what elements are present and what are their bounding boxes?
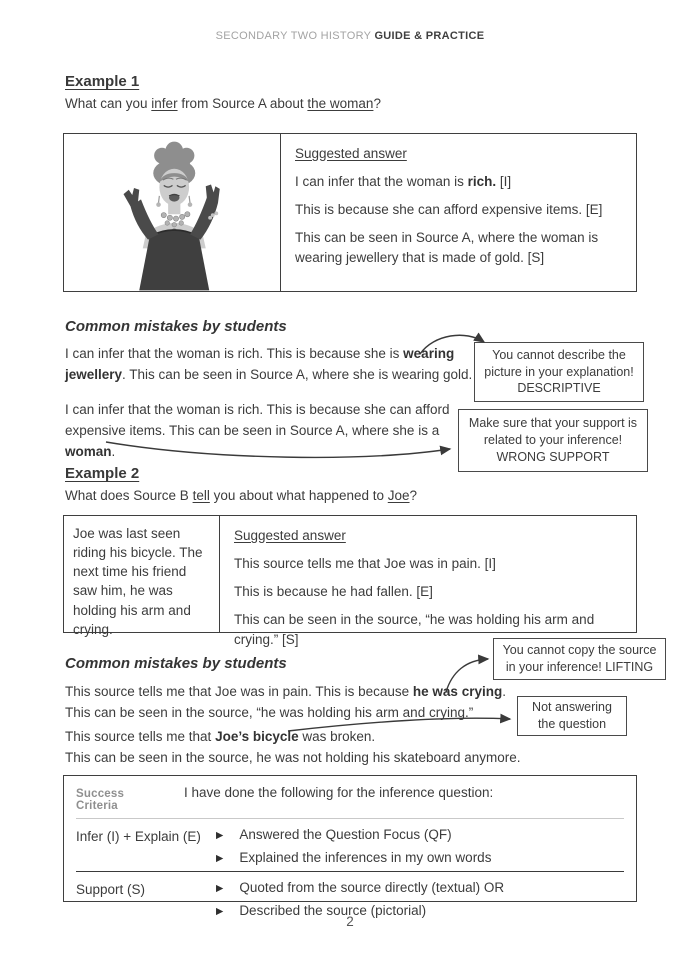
success-criteria-header: Success Criteria I have done the following for the inference question: <box>76 785 624 819</box>
page-number: 2 <box>346 914 354 929</box>
criteria-item: ▶ Explained the inferences in my own words <box>216 850 492 865</box>
triangle-bullet-icon: ▶ <box>216 883 224 894</box>
table-row-infer-explain: Infer (I) + Explain (E) ▶ Answered the Question Focus (QF) ▶ Explained the inferences in my own words <box>76 819 624 871</box>
criteria-item: ▶ Quoted from the source directly (textual) OR <box>216 880 505 895</box>
answer-support: This can be seen in Source A, where the woman is wearing jewellery that is made of gold. [S] <box>295 230 599 265</box>
callout-wrong-support: Make sure that your support is related to your inference! WRONG SUPPORT <box>458 409 648 472</box>
example1-heading: Example 1 <box>65 73 140 90</box>
callout-not-answering: Not answering the question <box>517 696 627 736</box>
example2-question: What does Source B tell you about what happened to Joe? <box>65 488 418 503</box>
answer-support: This can be seen in the source, “he was holding his arm and crying.” [S] <box>234 612 595 647</box>
triangle-bullet-icon: ▶ <box>216 853 224 864</box>
arrow-to-descriptive <box>414 326 492 358</box>
success-criteria-table <box>63 775 637 918</box>
example2-answer-cell <box>219 516 636 647</box>
mistake-descriptive-text: I can infer that the woman is rich. This is because she is wearing jewellery. This can be seen in Source A, where she is wearing gold. <box>65 346 473 382</box>
arrow-to-wrong-support <box>104 438 456 464</box>
answer-inference: This source tells me that Joe was in pain. [I] <box>234 556 496 572</box>
callout-descriptive-tag: DESCRIPTIVE <box>517 381 601 396</box>
header-series-title: SECONDARY TWO HISTORY <box>215 30 375 42</box>
callout-lifting: You cannot copy the source in your inference! LIFTING <box>493 638 666 680</box>
mistake-wrong-support-text: I can infer that the woman is rich. This is because she can afford expensive items. This can be seen in Source A, where she is a woman. <box>65 402 450 459</box>
answer-inference: I can infer that the woman is rich. [I] <box>295 174 512 190</box>
suggested-answer-label: Suggested answer <box>234 528 346 543</box>
suggested-answer-label: Suggested answer <box>295 146 407 161</box>
example1-question: What can you infer from Source A about the woman? <box>65 96 381 111</box>
source-b-text: Joe was last seen riding his bicycle. The next time his friend saw him, he was holding his arm and crying. <box>73 526 203 637</box>
example2-source-box <box>63 515 637 647</box>
woman-source-image <box>85 141 260 291</box>
source-a-image-cell <box>64 134 280 291</box>
example1-answer-cell <box>280 134 636 291</box>
example2-heading: Example 2 <box>65 465 140 482</box>
arrow-to-lifting <box>442 650 494 696</box>
criteria-item: ▶ Described the source (pictorial) <box>216 903 427 918</box>
mistake-lifting-text: This source tells me that Joe was in pain. This is because he was crying. This can be seen in the source, “he was holding his arm and crying.” <box>65 684 506 720</box>
success-criteria-label: Success Criteria <box>76 788 125 812</box>
arrow-to-not-answering <box>286 712 516 736</box>
common-mistakes1-heading: Common mistakes by students <box>65 318 287 335</box>
answer-explanation: This is because she can afford expensive items. [E] <box>295 202 603 218</box>
table-row-support: Support (S) ▶ Quoted from the source directly (textual) OR ▶ Described the source (pictorial) <box>76 871 624 924</box>
callout-descriptive: You cannot describe the picture in your explanation! DESCRIPTIVE <box>474 342 644 402</box>
criteria-item: ▶ Answered the Question Focus (QF) <box>216 827 452 842</box>
triangle-bullet-icon: ▶ <box>216 830 224 841</box>
callout-wrong-support-tag: WRONG SUPPORT <box>496 449 610 464</box>
page-header <box>0 30 700 42</box>
answer-explanation: This is because he had fallen. [E] <box>234 584 433 600</box>
mistake-not-answering-text: This source tells me that Joe’s bicycle was broken. This can be seen in the source, he was not holding his skateboard anymore. <box>65 729 521 765</box>
header-book-title: GUIDE & PRACTICE <box>374 30 485 42</box>
common-mistakes2-heading: Common mistakes by students <box>65 655 287 672</box>
example1-source-box <box>63 133 637 292</box>
triangle-bullet-icon: ▶ <box>216 906 224 917</box>
